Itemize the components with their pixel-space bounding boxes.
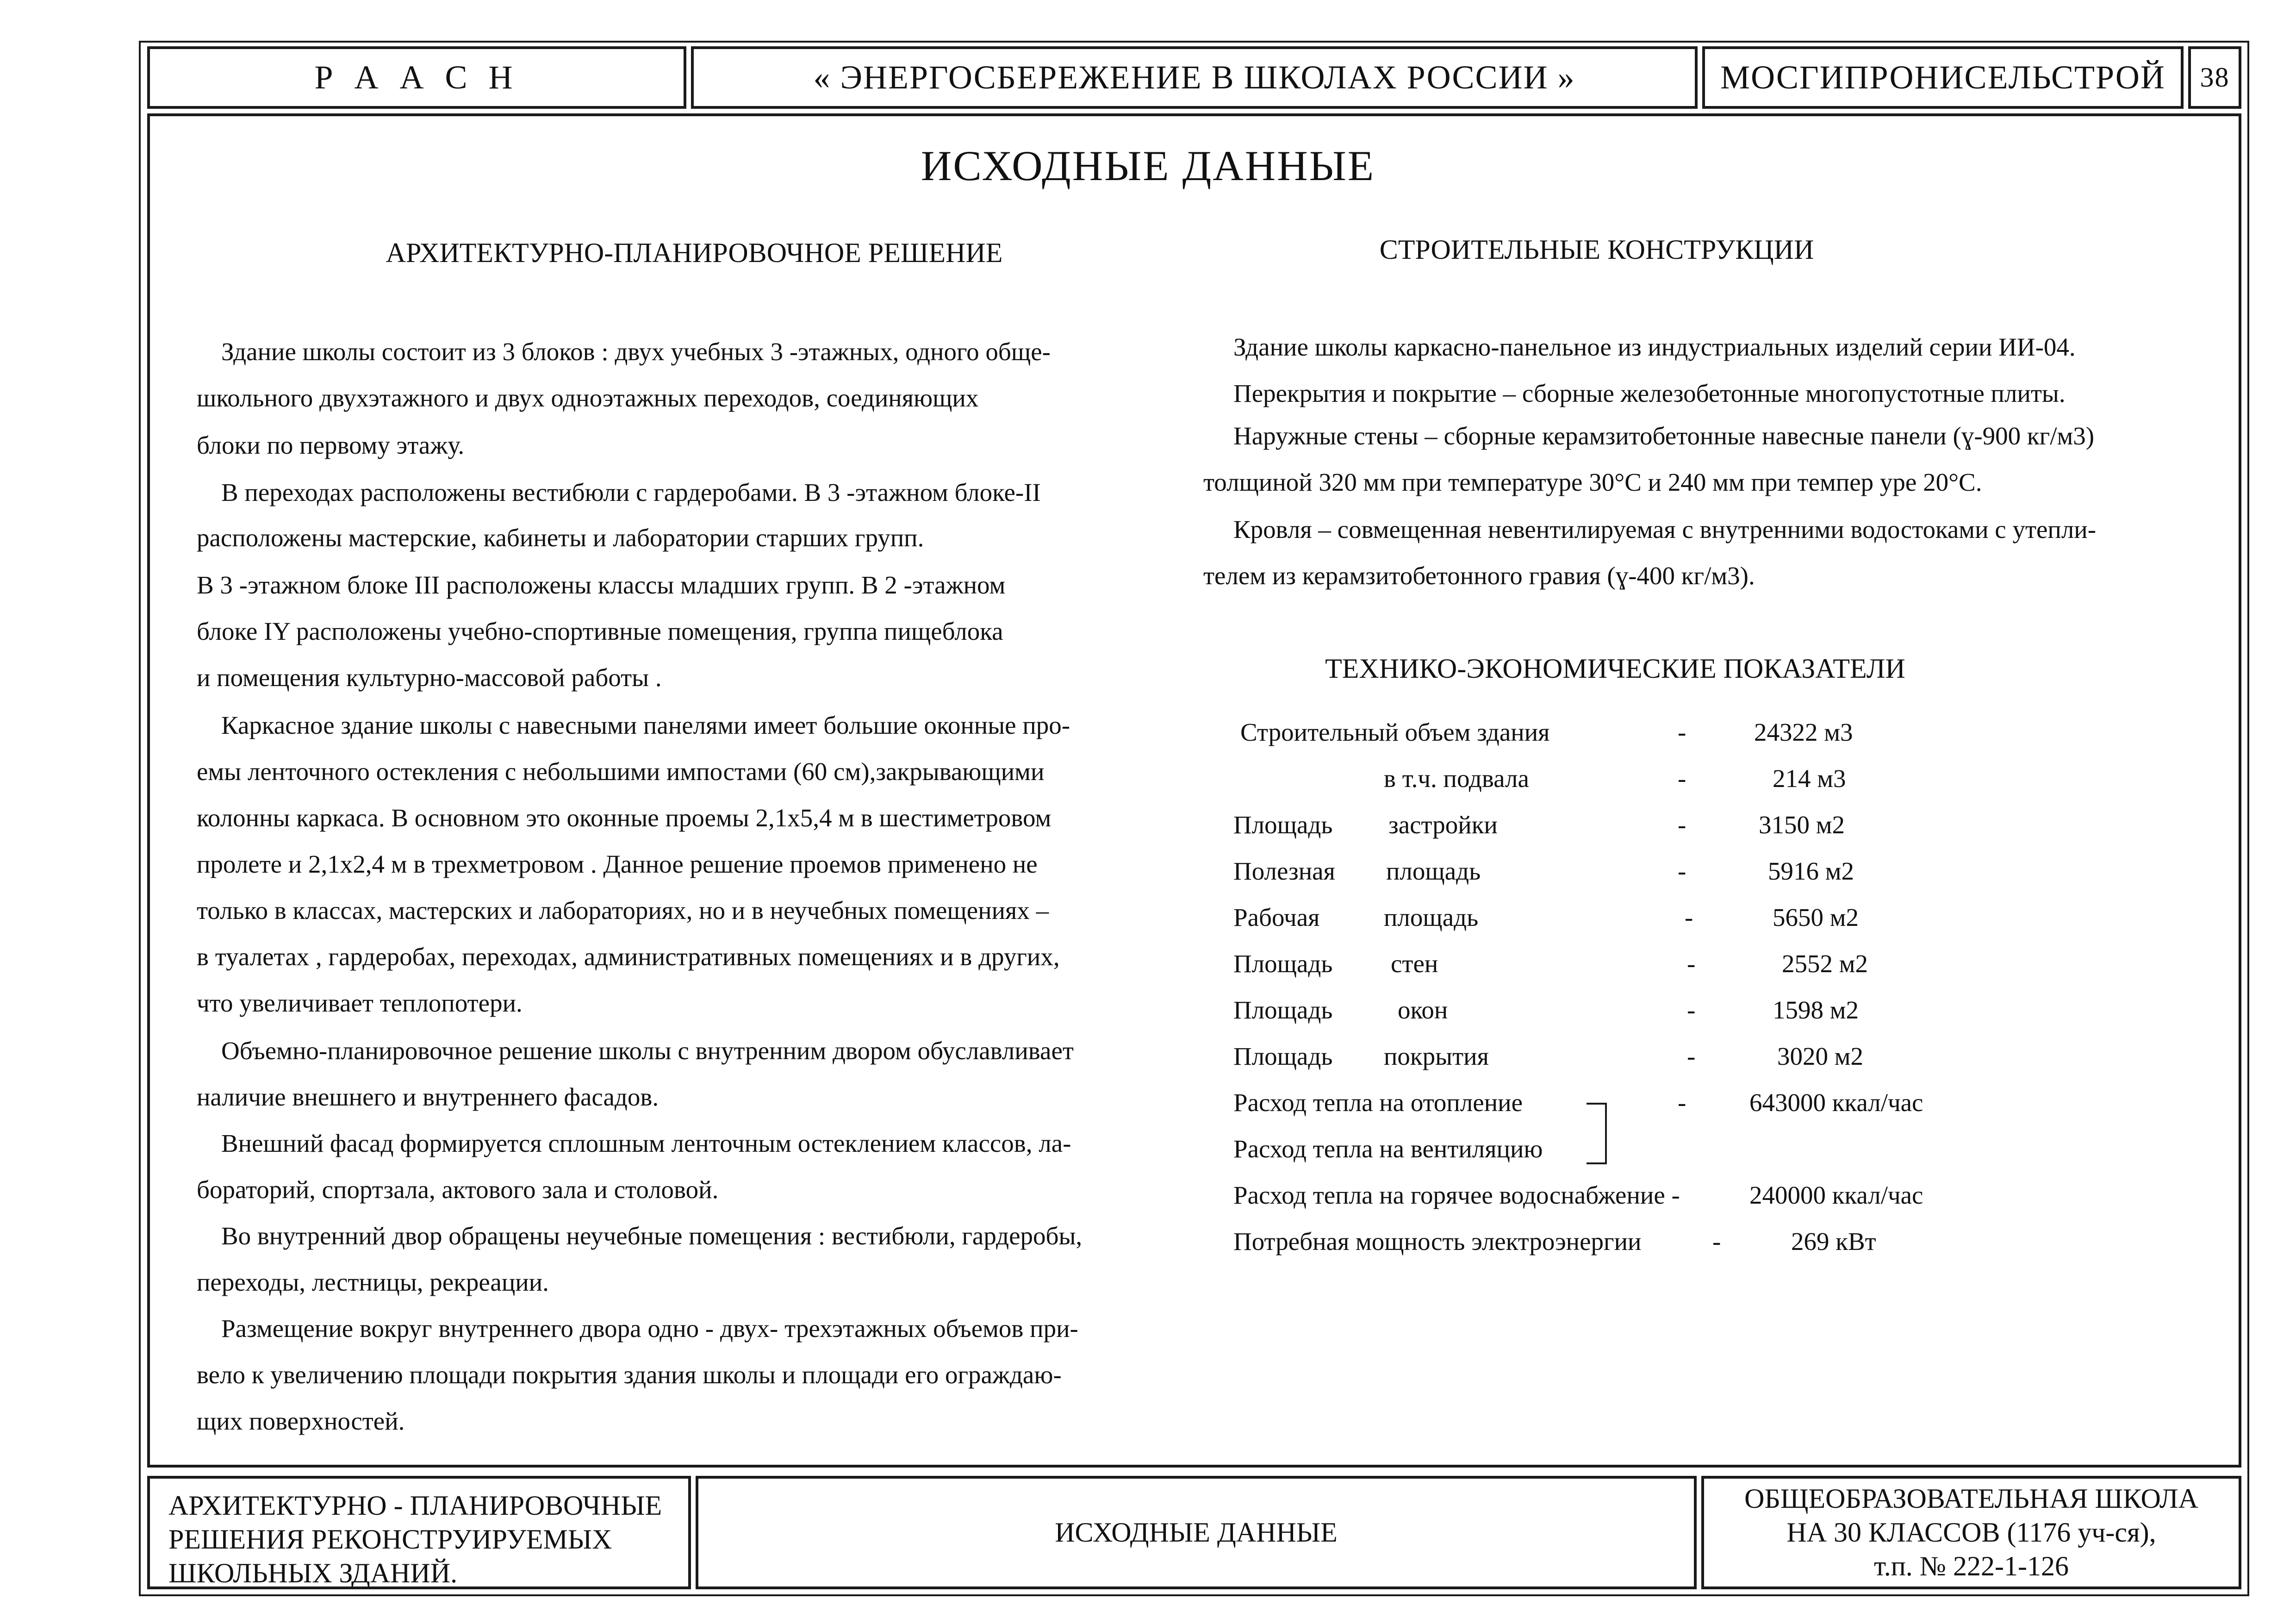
- indicator-label: Расход тепла на горячее водоснабжение -: [1233, 1181, 1680, 1209]
- left-text-line: только в классах, мастерских и лабораториях, но и в неучебных помещениях –: [197, 896, 1049, 924]
- page-number: 38: [2200, 62, 2230, 93]
- header-org-text: Р А А С Н: [314, 59, 519, 96]
- left-text-line: емы ленточного остекления с небольшими импостами (60 см),закрывающими: [197, 757, 1045, 786]
- indicators-heading: ТЕХНИКО-ЭКОНОМИЧЕСКИЕ ПОКАЗАТЕЛИ: [1325, 653, 1905, 684]
- left-text-line: Здание школы состоит из 3 блоков : двух учебных 3 -этажных, одного обще-: [221, 337, 1051, 366]
- indicator-value: 214 м3: [1773, 764, 1846, 793]
- right-text-line: Наружные стены – сборные керамзитобетонные навесные панели (ɣ-900 кг/м3): [1233, 422, 2095, 450]
- footer-series-line-1: АРХИТЕКТУРНО - ПЛАНИРОВОЧНЫЕ: [168, 1490, 662, 1521]
- header-institute-text: МОСГИПРОНИСЕЛЬСТРОЙ: [1720, 59, 2165, 96]
- indicator-dash: -: [1678, 764, 1686, 793]
- left-text-line: и помещения культурно-массовой работы .: [197, 663, 662, 692]
- left-text-line: Каркасное здание школы с навесными панелями имеет большие оконные про-: [221, 711, 1070, 739]
- right-text-line: Здание школы каркасно-панельное из индустриальных изделий серии ИИ-04.: [1233, 333, 2076, 361]
- left-text-line: В 3 -этажном блоке III расположены классы младших групп. В 2 -этажном: [197, 571, 1006, 599]
- indicator-label: Рабочая: [1233, 903, 1320, 931]
- left-text-line: Во внутренний двор обращены неучебные помещения : вестибюли, гардеробы,: [221, 1222, 1083, 1250]
- indicator-value: 3020 м2: [1777, 1042, 1864, 1070]
- indicator-dash: -: [1678, 811, 1686, 839]
- indicator-label: Площадь: [1233, 811, 1333, 839]
- left-section-heading: АРХИТЕКТУРНО-ПЛАНИРОВОЧНОЕ РЕШЕНИЕ: [386, 237, 1003, 268]
- indicator-sublabel: окон: [1398, 996, 1448, 1024]
- left-text-line: вело к увеличению площади покрытия здания школы и площади его ограждаю-: [197, 1361, 1062, 1389]
- indicator-value: 643000 ккал/час: [1749, 1088, 1923, 1117]
- indicator-sublabel: покрытия: [1384, 1042, 1489, 1070]
- footer-series-line-3: ШКОЛЬНЫХ ЗДАНИЙ.: [168, 1558, 458, 1589]
- indicator-value: 5916 м2: [1768, 857, 1854, 885]
- indicator-label: Площадь: [1233, 949, 1333, 978]
- indicator-value: 3150 м2: [1759, 811, 1845, 839]
- left-text-line: Объемно-планировочное решение школы с внутренним двором обуславливает: [221, 1037, 1074, 1065]
- footer-sheet-title-text: ИСХОДНЫЕ ДАННЫЕ: [1055, 1517, 1338, 1548]
- footer-series: [147, 1476, 691, 1589]
- indicator-dash: -: [1712, 1227, 1721, 1255]
- left-text-line: наличие внешнего и внутреннего фасадов.: [197, 1083, 659, 1111]
- indicator-sublabel: площадь: [1384, 903, 1479, 931]
- right-text-line: толщиной 320 мм при температуре 30°С и 240 мм при темпер уре 20°С.: [1203, 468, 1982, 496]
- indicator-sublabel: площадь: [1386, 857, 1481, 885]
- indicator-sublabel: стен: [1391, 949, 1438, 978]
- left-text-line: пролете и 2,1х2,4 м в трехметровом . Данное решение проемов применено не: [197, 850, 1038, 878]
- right-section-heading: СТРОИТЕЛЬНЫЕ КОНСТРУКЦИИ: [1379, 234, 1814, 265]
- indicator-dash: -: [1678, 857, 1686, 885]
- indicator-dash: -: [1685, 903, 1693, 931]
- footer-sheet-title: [696, 1476, 1697, 1589]
- left-text-line: расположены мастерские, кабинеты и лаборатории старших групп.: [197, 524, 924, 552]
- heat-brace: [1587, 1103, 1607, 1164]
- footer-series-line-2: РЕШЕНИЯ РЕКОНСТРУИРУЕМЫХ: [168, 1524, 612, 1555]
- header-institute: [1702, 46, 2184, 109]
- indicator-sublabel: застройки: [1388, 811, 1498, 839]
- indicator-dash: -: [1678, 718, 1686, 746]
- indicator-dash: -: [1687, 949, 1696, 978]
- footer-object-line-1: ОБЩЕОБРАЗОВАТЕЛЬНАЯ ШКОЛА: [1744, 1483, 2198, 1514]
- footer-object: [1701, 1476, 2241, 1589]
- indicator-label: Полезная: [1233, 857, 1335, 885]
- indicator-label: Расход тепла на вентиляцию: [1233, 1135, 1543, 1163]
- indicator-value: 269 кВт: [1791, 1227, 1876, 1255]
- indicator-sublabel: в т.ч. подвала: [1384, 764, 1529, 793]
- left-text-line: блоки по первому этажу.: [197, 431, 465, 459]
- indicator-dash: -: [1687, 1042, 1696, 1070]
- main-content-frame: [147, 113, 2241, 1468]
- header-project: [691, 46, 1698, 109]
- indicator-value: 2552 м2: [1782, 949, 1868, 978]
- header-org: [147, 46, 686, 109]
- indicator-label: Площадь: [1233, 1042, 1333, 1070]
- left-text-line: щих поверхностей.: [197, 1407, 405, 1435]
- footer-object-line-3: т.п. № 222-1-126: [1873, 1551, 2069, 1582]
- indicator-value: 1598 м2: [1773, 996, 1859, 1024]
- right-text-line: Кровля – совмещенная невентилируемая с внутренними водостоками с утепли-: [1233, 515, 2097, 543]
- footer-object-line-2: НА 30 КЛАССОВ (1176 уч-ся),: [1786, 1517, 2156, 1548]
- left-text-line: колонны каркаса. В основном это оконные проемы 2,1х5,4 м в шестиметровом: [197, 804, 1052, 832]
- left-text-line: блоке IY расположены учебно-спортивные помещения, группа пищеблока: [197, 617, 1003, 645]
- page-title: ИСХОДНЫЕ ДАННЫЕ: [921, 142, 1375, 189]
- left-text-line: в туалетах , гардеробах, переходах, административных помещениях и в других,: [197, 943, 1060, 971]
- left-text-line: переходы, лестницы, рекреации.: [197, 1268, 549, 1296]
- header-page-number: [2188, 46, 2241, 109]
- right-text-line: телем из керамзитобетонного гравия (ɣ-400 кг/м3).: [1203, 562, 1755, 590]
- left-text-line: что увеличивает теплопотери.: [197, 989, 523, 1017]
- indicator-value: 24322 м3: [1754, 718, 1853, 746]
- indicator-dash: -: [1687, 996, 1696, 1024]
- indicator-label: Потребная мощность электроэнергии: [1233, 1227, 1642, 1255]
- indicator-value: 240000 ккал/час: [1749, 1181, 1923, 1209]
- indicator-label: Площадь: [1233, 996, 1333, 1024]
- left-text-line: Внешний фасад формируется сплошным ленточным остеклением классов, ла-: [221, 1129, 1071, 1157]
- right-text-line: Перекрытия и покрытие – сборные железобетонные многопустотные плиты.: [1233, 379, 2066, 407]
- indicator-dash: -: [1678, 1088, 1686, 1117]
- indicator-label: Строительный объем здания: [1240, 718, 1550, 746]
- left-text-line: школьного двухэтажного и двух одноэтажных переходов, соединяющих: [197, 384, 979, 412]
- indicator-label: Расход тепла на отопление: [1233, 1088, 1523, 1117]
- left-text-line: В переходах расположены вестибюли с гардеробами. В 3 -этажном блоке-II: [221, 478, 1041, 506]
- left-text-line: Размещение вокруг внутреннего двора одно - двух- трехэтажных объемов при-: [221, 1314, 1078, 1343]
- left-text-line: бораторий, спортзала, актового зала и столовой.: [197, 1175, 719, 1204]
- indicator-value: 5650 м2: [1773, 903, 1859, 931]
- header-project-text: « ЭНЕРГОСБЕРЕЖЕНИЕ В ШКОЛАХ РОССИИ »: [813, 59, 1575, 96]
